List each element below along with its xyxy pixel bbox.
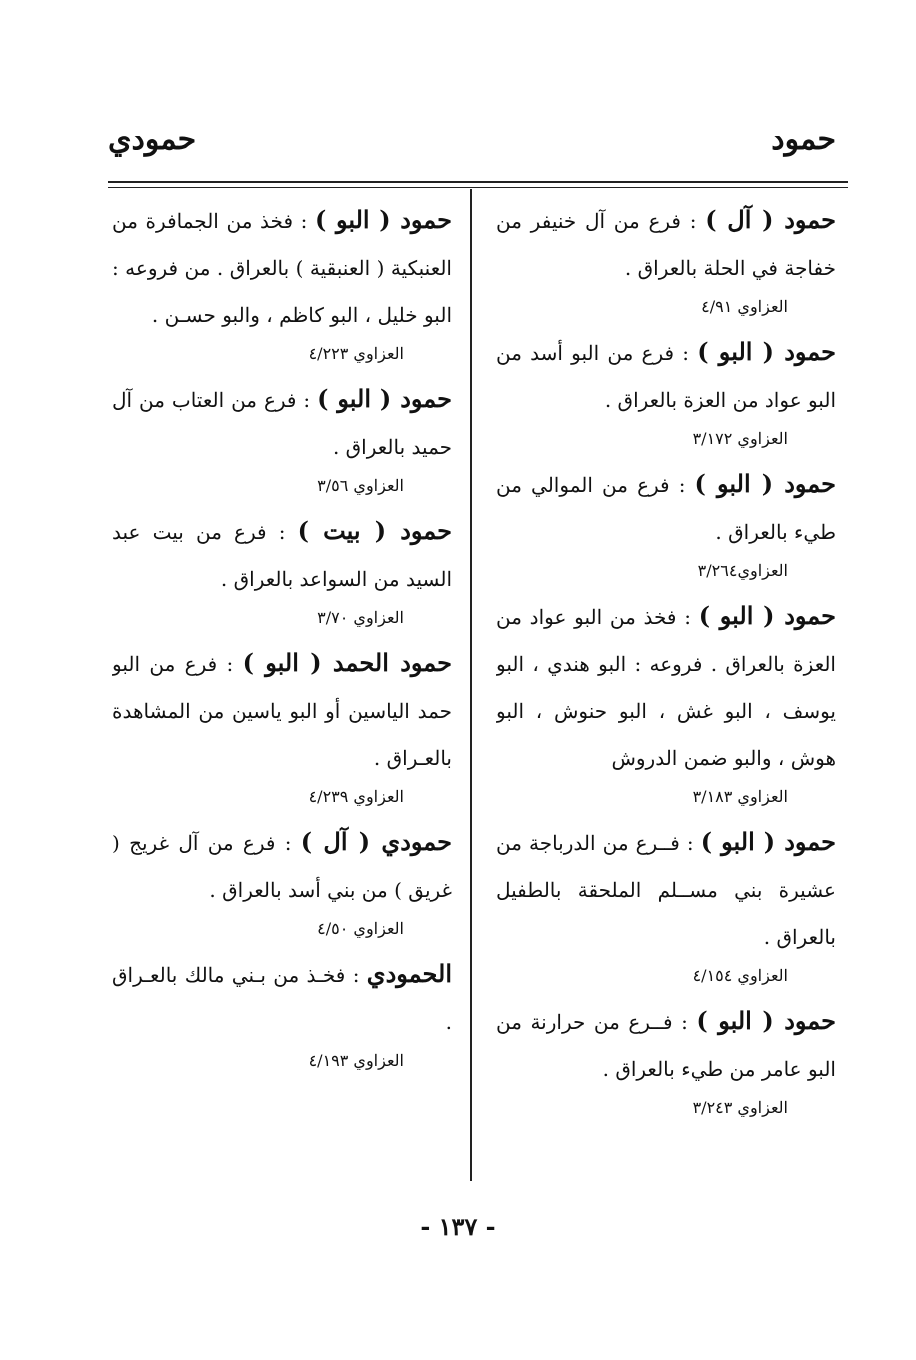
entry-head: حمود ( آل ) bbox=[705, 205, 836, 234]
entry-body: : فرع من آل خنيفر من خفاجة في الحلة بالعراق . bbox=[496, 209, 836, 280]
header-rule-top bbox=[108, 181, 848, 183]
entry-source: العزاوي ٤/٢٣٩ bbox=[308, 787, 404, 806]
column-divider bbox=[470, 189, 472, 1181]
entry bbox=[496, 196, 836, 322]
header-rule-bottom bbox=[108, 187, 848, 188]
entry bbox=[496, 997, 836, 1123]
entry-source: العزاوي ٣/٥٦ bbox=[317, 476, 404, 495]
entry-source: العزاوي٣/٢٦٤ bbox=[697, 561, 788, 580]
header-word-left: حمودي bbox=[108, 122, 197, 157]
entry-body: : فــرع من الدرباجة من عشيرة بني مســلم الملحقة بالطفيل بالعراق . bbox=[496, 831, 836, 949]
entry-head: حمود ( البو ) bbox=[315, 205, 452, 234]
entry-source: العزاوي ٤/١٥٤ bbox=[692, 966, 788, 985]
entry-text bbox=[112, 950, 452, 1046]
entry-text bbox=[496, 196, 836, 292]
entry-source: العزاوي ٤/٥٠ bbox=[317, 919, 404, 938]
entry-text bbox=[496, 997, 836, 1093]
entry-head: حمود ( البو ) bbox=[696, 1006, 836, 1035]
entry-body: : فــرع من حرارنة من البو عامر من طيء بالعراق . bbox=[496, 1010, 836, 1081]
entry-source: العزاوي ٤/٢٢٣ bbox=[308, 344, 404, 363]
entry-source: العزاوي ٣/١٧٢ bbox=[692, 429, 788, 448]
entry-body: : فرع من بيت عبد السيد من السواعد بالعراق . bbox=[112, 520, 452, 591]
entry-text bbox=[496, 460, 836, 556]
entry bbox=[112, 507, 452, 633]
entry-body: : فرع من البو حمد الياسين أو البو ياسين من المشاهدة بالعـراق . bbox=[112, 652, 452, 770]
entry bbox=[496, 460, 836, 586]
entry bbox=[496, 818, 836, 991]
entry-source: العزاوي ٣/٧٠ bbox=[317, 608, 404, 627]
entry-text bbox=[496, 328, 836, 424]
entry-text bbox=[112, 507, 452, 603]
entry-head: الحمودي bbox=[366, 959, 452, 988]
entry-head: حمود ( البو ) bbox=[698, 601, 836, 630]
entry-source: العزاوي ٣/١٨٣ bbox=[692, 787, 788, 806]
entry-head: حمود ( البو ) bbox=[317, 384, 452, 413]
entry-text bbox=[112, 639, 452, 782]
entry-body: : فرع من البو أسد من البو عواد من العزة بالعراق . bbox=[496, 341, 836, 412]
entry-text bbox=[112, 375, 452, 471]
entry-body: : فرع من العتاب من آل حميد بالعراق . bbox=[112, 388, 452, 459]
entry bbox=[112, 818, 452, 944]
entry-head: حمود ( بيت ) bbox=[297, 516, 452, 545]
entry bbox=[112, 950, 452, 1076]
entry-text bbox=[112, 818, 452, 914]
entry-head: حمود ( البو ) bbox=[700, 827, 836, 856]
entry-body: : فرع من آل غريج ( غريق ) من بني أسد بالعراق . bbox=[112, 831, 452, 902]
entry bbox=[112, 639, 452, 812]
entry-body: : فخذ من الجمافرة من العنبكية ( العنبقية ) بالعراق . من فروعه : البو خليل ، البو كاظم ، والبو حسـن . bbox=[112, 209, 452, 327]
entry-head: حمود ( البو ) bbox=[694, 469, 836, 498]
entry bbox=[112, 375, 452, 501]
page-number: - ١٣٧ - bbox=[420, 1212, 496, 1241]
left-column bbox=[112, 196, 452, 1181]
entry-body: : فرع من الموالي من طيء بالعراق . bbox=[496, 473, 836, 544]
entry-source: العزاوي ٤/١٩٣ bbox=[308, 1051, 404, 1070]
entry-text bbox=[112, 196, 452, 339]
header-word-right: حمود bbox=[771, 122, 836, 157]
entry-head: حمود ( البو ) bbox=[697, 337, 836, 366]
entry-text bbox=[496, 818, 836, 961]
entry bbox=[112, 196, 452, 369]
entry-head: حمودي ( آل ) bbox=[300, 827, 452, 856]
entry-source: العزاوي ٣/٢٤٣ bbox=[692, 1098, 788, 1117]
entry bbox=[496, 592, 836, 812]
entry-body: : فخـذ من بـني مالك بالعـراق . bbox=[112, 963, 452, 1034]
entry-head: حمود الحمد ( البو ) bbox=[242, 648, 452, 677]
entry-text bbox=[496, 592, 836, 782]
entry bbox=[496, 328, 836, 454]
entry-body: : فخذ من البو عواد من العزة بالعراق . فروعه : البو هندي ، البو يوسف ، البو غش ، البو حنوش ، البو هوش ، والبو ضمن الدروش bbox=[496, 605, 836, 770]
right-column bbox=[496, 196, 836, 1181]
entry-source: العزاوي ٤/٩١ bbox=[701, 297, 788, 316]
